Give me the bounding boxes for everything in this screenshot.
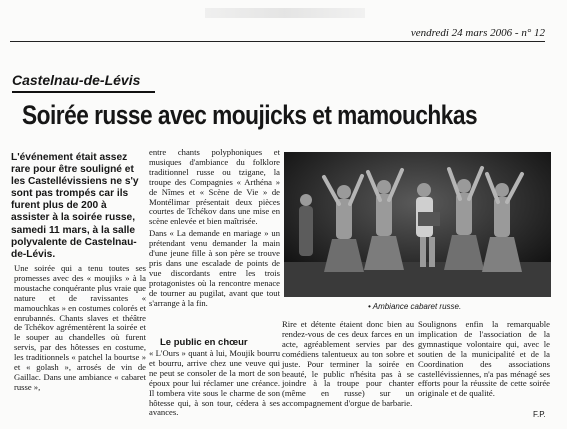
- subheading: Le public en chœur: [160, 337, 248, 348]
- body-text: « L'Ours » quant à lui, Moujik bourru et bourru, arrive chez une veuve qui ne peut se consoler de la mort de son époux pour lui réclamer une créance. Il tombera vite sous le charme de son hôtesse qui, à son tour, cédera à ses avances.: [149, 348, 280, 418]
- section-label: Castelnau-de-Lévis: [12, 72, 141, 88]
- masthead-fragment: [205, 8, 365, 18]
- cabaret-dancers-image: [284, 152, 551, 297]
- body-text: Rire et détente étaient donc bien au rendez-vous de ces deux farces en un acte, agréablement servies par des comédiens talentueux au ton sobre et juste. Pour terminer la soirée en beauté, le public n'hésita pas à se joindre à la troupe pour chanter (même en russe) sur un accompagnement d'orgue de barbarie.: [282, 319, 414, 409]
- dateline: vendredi 24 mars 2006 - n° 12: [410, 27, 545, 39]
- article-column-3: [282, 320, 414, 409]
- body-text: Soulignons enfin la remarquable implication de l'association de la gymnastique volontaire qui, avec le soutien de la municipalité et de la Coordination des associations castellévissiennes, n'a pas ménagé ses efforts pour la réussite de cette soirée originale et de qualité.: [418, 319, 550, 399]
- headline: Soirée russe avec moujicks et mamouchkas: [22, 100, 478, 130]
- section-underline: [12, 91, 155, 93]
- photo-caption: • Ambiance cabaret russe.: [368, 302, 462, 311]
- body-text: Dans « La demande en mariage » un prétendant venu demander la main d'une jeune fille à son père se trouve pris dans une escalade de points de vue discordants entre les trois protagonistes où la rencontre menace de tourner au pugilat, avant que tout s'arrange à la fin.: [149, 228, 280, 308]
- body-text: entre chants polyphoniques et musiques d'ambiance du folklore traditionnel russe ou tzigane, la troupe des Compagnies « Arthéna » de Nîmes et « Scène de Vie » de Montélimar présentait deux pièces courtes de Tchékov dans une mise en scène enlevée et bien maîtrisée.: [149, 147, 280, 227]
- lead-paragraph: L'événement était assez rare pour être souligné et les Castellévissiens ne s'y sont pas trompés car ils furent plus de 200 à assister à la soirée russe, samedi 11 mars, à la salle polyvalente de Castelnau-de-Lévis.: [11, 152, 139, 260]
- article-column-2-bottom: [149, 349, 280, 418]
- header-rule: [10, 41, 545, 42]
- author-signature: F.P.: [533, 410, 546, 419]
- article-column-1: [14, 264, 146, 393]
- article-column-2: [149, 148, 280, 309]
- body-text: Une soirée qui a tenu toutes ses promesses avec des « moujiks » à la moustache conquérante plus vraie que nature et de ravissantes « mamouchkas » en costumes colorés et enrubannés. Chants slaves et théâtre de Tchékov agrémentèrent la soirée et le souper au chandelles où furent servis, par des hôtesses en costume, les traditionnels « patchel la bourtse » et « golash », arrosés de vin de Gaillac. Dans une ambiance « cabaret russe »,: [14, 263, 146, 392]
- article-photo: [284, 152, 551, 297]
- page-header: [0, 0, 567, 40]
- article-column-4: [418, 320, 550, 399]
